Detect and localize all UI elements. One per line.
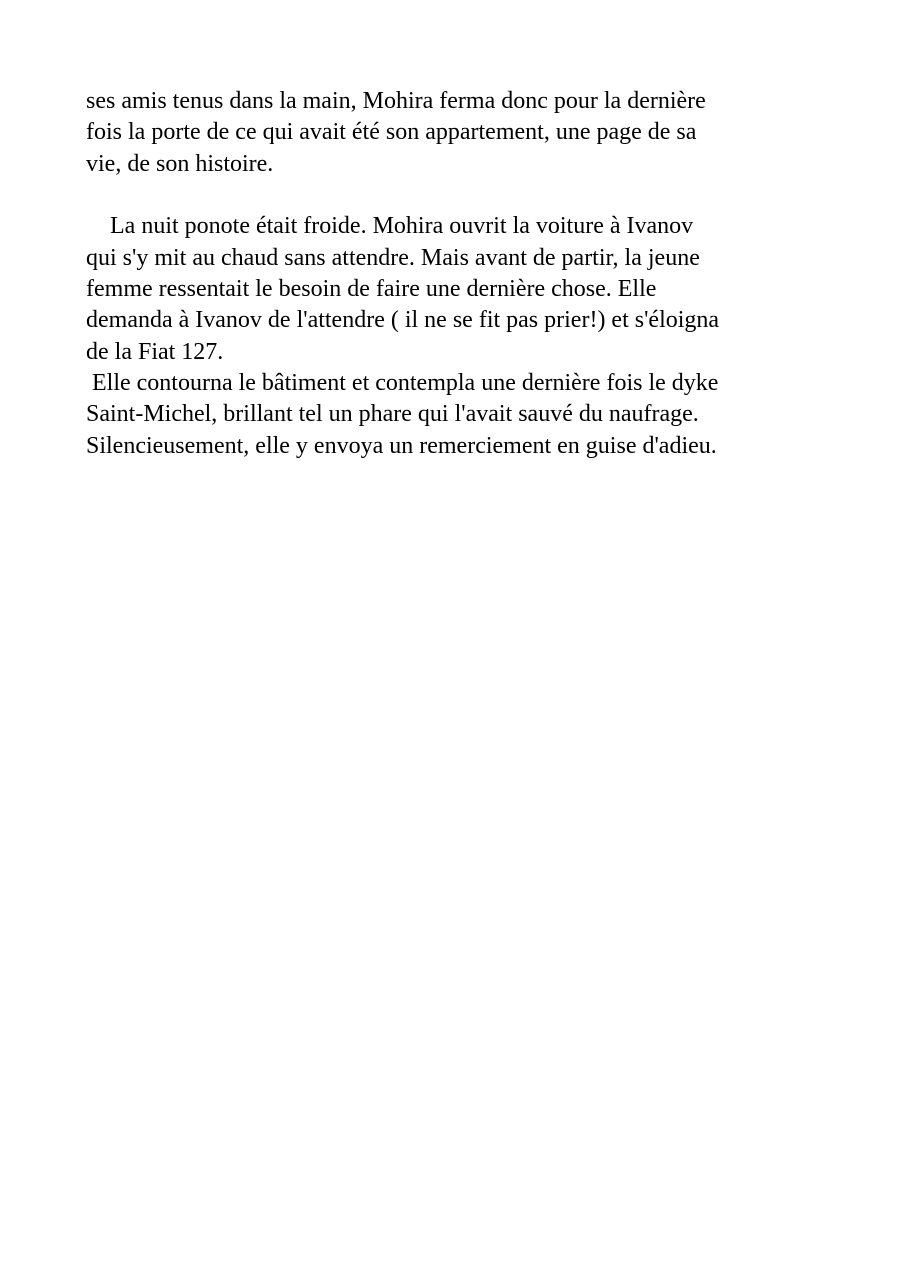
text-line: Elle contourna le bâtiment et contempla une dernière fois le dyke [86,370,719,397]
text-line: vie, de son histoire. [86,150,274,177]
document-page [86,86,846,462]
text-line: femme ressentait le besoin de faire une dernière chose. Elle [86,276,657,303]
text-line: Saint-Michel, brillant tel un phare qui l'avait sauvé du naufrage. [86,401,699,428]
text-line: qui s'y mit au chaud sans attendre. Mais avant de partir, la jeune [86,244,700,271]
paragraph-3 [86,368,846,462]
text-line: de la Fiat 127. [86,338,224,365]
paragraph-1 [86,86,846,180]
paragraph-2 [86,211,846,368]
text-line: ses amis tenus dans la main, Mohira ferma donc pour la dernière [86,88,706,114]
text-line: fois la porte de ce qui avait été son appartement, une page de sa [86,119,697,146]
text-line: La nuit ponote était froide. Mohira ouvrit la voiture à Ivanov [86,213,694,240]
paragraph-spacer [86,180,846,211]
text-line: demanda à Ivanov de l'attendre ( il ne se fit pas prier!) et s'éloigna [86,307,720,334]
text-line: Silencieusement, elle y envoya un remerciement en guise d'adieu. [86,432,717,459]
